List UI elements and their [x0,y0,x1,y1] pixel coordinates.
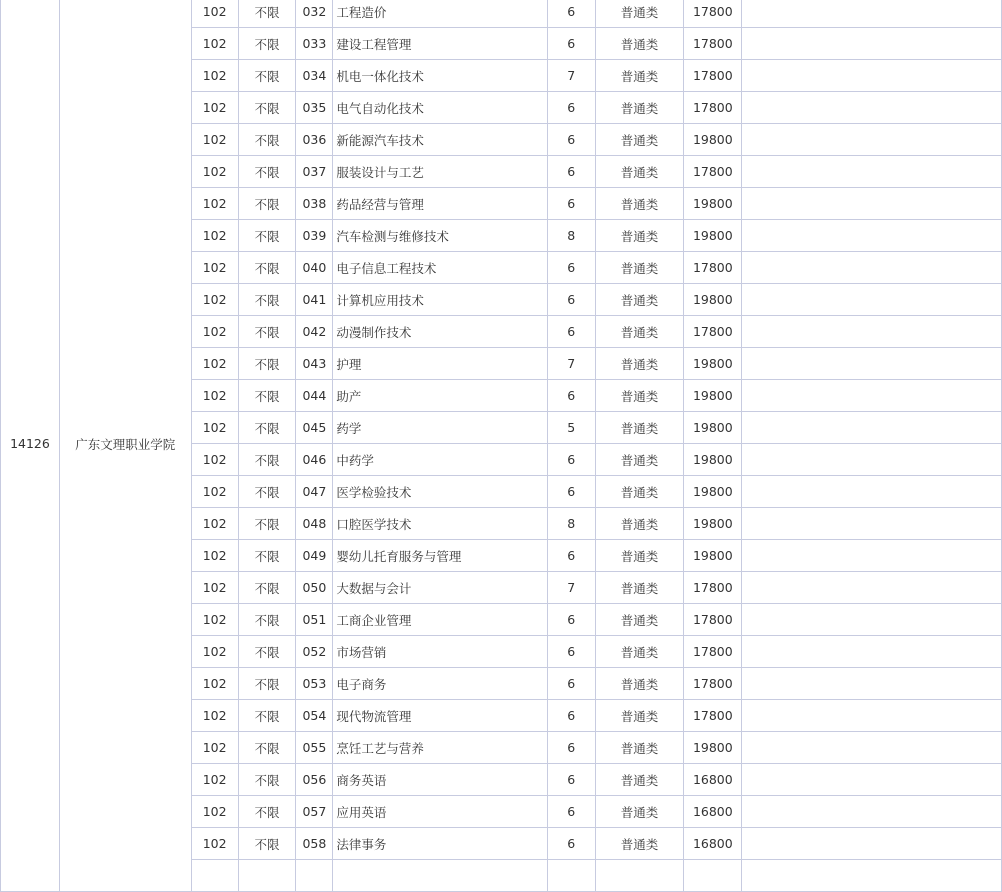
group-code-cell: 102 [191,92,238,124]
major-name-cell: 婴幼儿托育服务与管理 [333,540,548,572]
subject-requirement-cell: 不限 [238,316,296,348]
remark-cell [742,476,1002,508]
plan-count-cell: 6 [547,380,595,412]
major-type-cell: 普通类 [595,380,684,412]
major-type-cell: 普通类 [595,668,684,700]
major-name-cell: 口腔医学技术 [333,508,548,540]
major-name-cell: 计算机应用技术 [333,284,548,316]
remark-cell [742,380,1002,412]
plan-count-cell: 6 [547,124,595,156]
group-code-cell: 102 [191,252,238,284]
subject-requirement-cell: 不限 [238,412,296,444]
major-name-cell: 法律事务 [333,828,548,860]
major-name-cell: 工程造价 [333,0,548,28]
tuition-fee-cell: 17800 [684,316,742,348]
subject-requirement-cell: 不限 [238,636,296,668]
remark-cell [742,764,1002,796]
remark-cell [742,252,1002,284]
major-code-cell: 057 [296,796,333,828]
major-code-cell: 053 [296,668,333,700]
tuition-fee-cell: 17800 [684,252,742,284]
plan-count-cell: 6 [547,476,595,508]
plan-count-cell: 6 [547,284,595,316]
remark-cell [742,508,1002,540]
major-code-cell: 046 [296,444,333,476]
major-type-cell: 普通类 [595,60,684,92]
subject-requirement-cell: 不限 [238,348,296,380]
major-name-cell: 市场营销 [333,636,548,668]
remark-cell [742,284,1002,316]
remark-cell [742,348,1002,380]
major-name-cell: 大数据与会计 [333,572,548,604]
major-type-cell: 普通类 [595,604,684,636]
plan-count-cell: 6 [547,732,595,764]
major-type-cell: 普通类 [595,732,684,764]
group-code-cell: 102 [191,380,238,412]
major-code-cell: 033 [296,28,333,60]
remark-cell [742,0,1002,28]
group-code-cell: 102 [191,828,238,860]
major-name-cell: 电子商务 [333,668,548,700]
plan-count-cell: 6 [547,252,595,284]
group-code-cell: 102 [191,476,238,508]
major-type-cell: 普通类 [595,828,684,860]
group-code-cell: 102 [191,604,238,636]
major-name-cell: 动漫制作技术 [333,316,548,348]
group-code-cell: 102 [191,220,238,252]
major-code-cell: 058 [296,828,333,860]
major-name-cell: 工商企业管理 [333,604,548,636]
tuition-fee-cell: 17800 [684,92,742,124]
remark-cell [742,316,1002,348]
remark-cell [742,92,1002,124]
tuition-fee-cell: 19800 [684,284,742,316]
group-code-cell: 102 [191,0,238,28]
remark-cell [742,444,1002,476]
major-code-cell: 045 [296,412,333,444]
subject-requirement-cell: 不限 [238,380,296,412]
group-code-cell: 102 [191,508,238,540]
plan-count-cell: 8 [547,220,595,252]
major-code-cell: 050 [296,572,333,604]
empty-cell [547,860,595,892]
major-type-cell: 普通类 [595,508,684,540]
tuition-fee-cell: 17800 [684,668,742,700]
tuition-fee-cell: 19800 [684,732,742,764]
remark-cell [742,188,1002,220]
tuition-fee-cell: 19800 [684,124,742,156]
plan-count-cell: 6 [547,0,595,28]
tuition-fee-cell: 19800 [684,220,742,252]
remark-cell [742,636,1002,668]
tuition-fee-cell: 17800 [684,156,742,188]
major-code-cell: 054 [296,700,333,732]
plan-count-cell: 6 [547,796,595,828]
remark-cell [742,412,1002,444]
subject-requirement-cell: 不限 [238,252,296,284]
tuition-fee-cell: 19800 [684,348,742,380]
subject-requirement-cell: 不限 [238,60,296,92]
plan-count-cell: 7 [547,60,595,92]
major-type-cell: 普通类 [595,316,684,348]
major-type-cell: 普通类 [595,188,684,220]
plan-count-cell: 5 [547,412,595,444]
subject-requirement-cell: 不限 [238,476,296,508]
subject-requirement-cell: 不限 [238,700,296,732]
plan-count-cell: 6 [547,156,595,188]
plan-count-cell: 6 [547,636,595,668]
subject-requirement-cell: 不限 [238,668,296,700]
major-name-cell: 服装设计与工艺 [333,156,548,188]
tuition-fee-cell: 19800 [684,540,742,572]
major-type-cell: 普通类 [595,796,684,828]
major-code-cell: 056 [296,764,333,796]
major-name-cell: 新能源汽车技术 [333,124,548,156]
major-code-cell: 037 [296,156,333,188]
empty-cell [684,860,742,892]
major-code-cell: 043 [296,348,333,380]
table-body [1,0,1002,892]
subject-requirement-cell: 不限 [238,92,296,124]
remark-cell [742,220,1002,252]
remark-cell [742,572,1002,604]
tuition-fee-cell: 16800 [684,796,742,828]
major-type-cell: 普通类 [595,284,684,316]
subject-requirement-cell: 不限 [238,220,296,252]
tuition-fee-cell: 19800 [684,380,742,412]
remark-cell [742,156,1002,188]
major-code-cell: 052 [296,636,333,668]
group-code-cell: 102 [191,636,238,668]
major-name-cell: 药品经营与管理 [333,188,548,220]
tuition-fee-cell: 17800 [684,60,742,92]
plan-count-cell: 7 [547,572,595,604]
group-code-cell: 102 [191,700,238,732]
group-code-cell: 102 [191,572,238,604]
plan-count-cell: 6 [547,668,595,700]
plan-count-cell: 6 [547,604,595,636]
major-name-cell: 电气自动化技术 [333,92,548,124]
school-name-cell: 广东文理职业学院 [59,0,191,892]
major-type-cell: 普通类 [595,220,684,252]
group-code-cell: 102 [191,28,238,60]
major-type-cell: 普通类 [595,252,684,284]
empty-cell [742,860,1002,892]
major-name-cell: 机电一体化技术 [333,60,548,92]
remark-cell [742,124,1002,156]
remark-cell [742,540,1002,572]
subject-requirement-cell: 不限 [238,764,296,796]
plan-count-cell: 6 [547,316,595,348]
tuition-fee-cell: 17800 [684,604,742,636]
major-code-cell: 055 [296,732,333,764]
subject-requirement-cell: 不限 [238,156,296,188]
plan-count-cell: 6 [547,444,595,476]
subject-requirement-cell: 不限 [238,0,296,28]
group-code-cell: 102 [191,668,238,700]
tuition-fee-cell: 17800 [684,0,742,28]
remark-cell [742,60,1002,92]
major-code-cell: 051 [296,604,333,636]
major-code-cell: 049 [296,540,333,572]
remark-cell [742,28,1002,60]
subject-requirement-cell: 不限 [238,732,296,764]
remark-cell [742,700,1002,732]
group-code-cell: 102 [191,60,238,92]
table-row [1,0,1002,28]
tuition-fee-cell: 17800 [684,28,742,60]
major-code-cell: 038 [296,188,333,220]
major-type-cell: 普通类 [595,444,684,476]
subject-requirement-cell: 不限 [238,828,296,860]
major-name-cell: 医学检验技术 [333,476,548,508]
tuition-fee-cell: 17800 [684,572,742,604]
major-name-cell: 商务英语 [333,764,548,796]
empty-cell [238,860,296,892]
group-code-cell: 102 [191,284,238,316]
subject-requirement-cell: 不限 [238,540,296,572]
remark-cell [742,668,1002,700]
major-name-cell: 应用英语 [333,796,548,828]
plan-count-cell: 7 [547,348,595,380]
major-type-cell: 普通类 [595,92,684,124]
major-code-cell: 041 [296,284,333,316]
major-name-cell: 护理 [333,348,548,380]
major-code-cell: 032 [296,0,333,28]
major-type-cell: 普通类 [595,540,684,572]
major-code-cell: 048 [296,508,333,540]
major-type-cell: 普通类 [595,764,684,796]
plan-count-cell: 6 [547,764,595,796]
tuition-fee-cell: 19800 [684,188,742,220]
major-name-cell: 电子信息工程技术 [333,252,548,284]
subject-requirement-cell: 不限 [238,124,296,156]
plan-count-cell: 6 [547,92,595,124]
major-name-cell: 汽车检测与维修技术 [333,220,548,252]
group-code-cell: 102 [191,732,238,764]
subject-requirement-cell: 不限 [238,796,296,828]
major-type-cell: 普通类 [595,636,684,668]
tuition-fee-cell: 16800 [684,764,742,796]
major-type-cell: 普通类 [595,476,684,508]
empty-cell [191,860,238,892]
remark-cell [742,796,1002,828]
subject-requirement-cell: 不限 [238,188,296,220]
group-code-cell: 102 [191,348,238,380]
tuition-fee-cell: 19800 [684,444,742,476]
subject-requirement-cell: 不限 [238,444,296,476]
major-type-cell: 普通类 [595,700,684,732]
major-type-cell: 普通类 [595,0,684,28]
plan-count-cell: 6 [547,28,595,60]
major-code-cell: 039 [296,220,333,252]
group-code-cell: 102 [191,156,238,188]
school-code-cell: 14126 [1,0,60,892]
plan-count-cell: 6 [547,700,595,732]
subject-requirement-cell: 不限 [238,508,296,540]
remark-cell [742,828,1002,860]
major-type-cell: 普通类 [595,572,684,604]
group-code-cell: 102 [191,540,238,572]
major-name-cell: 助产 [333,380,548,412]
tuition-fee-cell: 17800 [684,700,742,732]
tuition-fee-cell: 19800 [684,476,742,508]
major-code-cell: 044 [296,380,333,412]
major-code-cell: 047 [296,476,333,508]
group-code-cell: 102 [191,444,238,476]
tuition-fee-cell: 17800 [684,636,742,668]
major-code-cell: 040 [296,252,333,284]
group-code-cell: 102 [191,412,238,444]
empty-cell [333,860,548,892]
plan-count-cell: 6 [547,188,595,220]
major-type-cell: 普通类 [595,156,684,188]
major-type-cell: 普通类 [595,348,684,380]
plan-count-cell: 6 [547,540,595,572]
major-code-cell: 035 [296,92,333,124]
major-code-cell: 034 [296,60,333,92]
group-code-cell: 102 [191,316,238,348]
remark-cell [742,732,1002,764]
tuition-fee-cell: 19800 [684,508,742,540]
major-name-cell: 建设工程管理 [333,28,548,60]
subject-requirement-cell: 不限 [238,28,296,60]
subject-requirement-cell: 不限 [238,604,296,636]
major-name-cell: 烹饪工艺与营养 [333,732,548,764]
major-type-cell: 普通类 [595,412,684,444]
subject-requirement-cell: 不限 [238,284,296,316]
major-type-cell: 普通类 [595,28,684,60]
group-code-cell: 102 [191,124,238,156]
group-code-cell: 102 [191,764,238,796]
plan-count-cell: 6 [547,828,595,860]
major-code-cell: 042 [296,316,333,348]
tuition-fee-cell: 16800 [684,828,742,860]
major-type-cell: 普通类 [595,124,684,156]
empty-cell [595,860,684,892]
major-name-cell: 现代物流管理 [333,700,548,732]
subject-requirement-cell: 不限 [238,572,296,604]
major-name-cell: 药学 [333,412,548,444]
major-name-cell: 中药学 [333,444,548,476]
tuition-fee-cell: 19800 [684,412,742,444]
empty-cell [296,860,333,892]
remark-cell [742,604,1002,636]
group-code-cell: 102 [191,188,238,220]
group-code-cell: 102 [191,796,238,828]
plan-count-cell: 8 [547,508,595,540]
major-code-cell: 036 [296,124,333,156]
